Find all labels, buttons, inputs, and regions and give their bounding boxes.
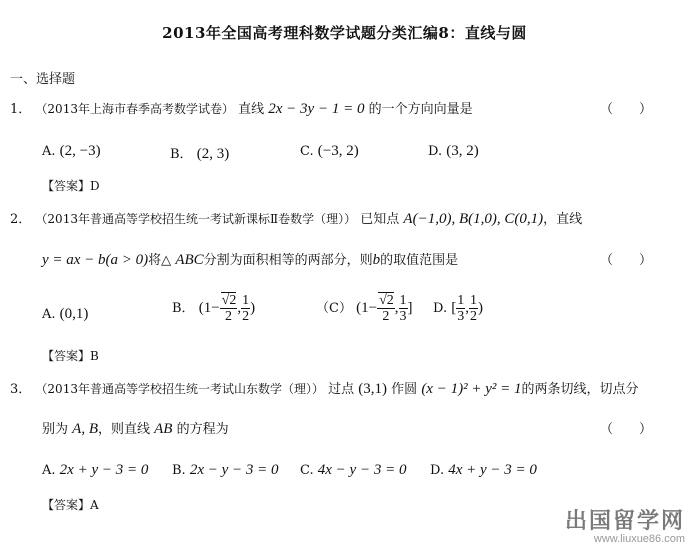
option-value: (1− [198,300,220,316]
fraction-denominator: 2 [242,309,250,324]
math-triangle: ABC [175,252,204,268]
answer-2 [42,347,99,364]
fraction-denominator: 3 [457,309,465,324]
question-source: （2013年普通高等学校招生统一考试新课标Ⅱ卷数学（理）） [35,212,357,226]
answer-3 [42,496,99,513]
answer-1 [42,177,100,194]
option-value: (−3, 2) [317,143,359,159]
option-value: , [394,300,399,316]
option-value: , [237,300,242,316]
option-value: ] [407,300,413,316]
question-text: 别为 [42,422,69,437]
fraction-numerator: 1 [469,293,477,308]
option-label: B. [172,463,186,478]
option-label: D. [433,301,448,316]
fraction-denominator: 3 [399,309,407,324]
math-equation: 2x − 3y − 1 = 0 [268,101,365,117]
answer-value: D [90,179,100,193]
fraction-numerator: 1 [242,293,250,308]
watermark-url: www.liuxue86.com [593,533,685,545]
fraction-denominator: 2 [225,309,233,324]
question-number: 2． [10,212,32,227]
fraction-numerator: 1 [399,293,407,308]
option-c [300,462,406,479]
fraction-denominator: 2 [469,309,477,324]
math-variable: b [372,252,381,268]
question-text: ，直线 [543,212,583,227]
answer-label: 【答案】 [42,179,91,193]
fraction [241,293,250,324]
answer-blank: （ ） [600,422,653,437]
answer-blank: （ ） [600,102,653,117]
option-value: , [465,300,469,316]
question-text: 已知点 [360,212,400,227]
option-value: (1− [356,300,378,316]
question-1-stem [10,98,473,118]
option-label: A. [42,144,56,159]
option-value: [ [451,300,457,316]
option-label: D. [428,144,443,159]
option-value: ) [477,300,483,316]
option-a [42,462,148,479]
option-b [172,293,255,324]
option-c [300,143,359,160]
option-a [42,306,88,323]
fraction-numerator: 1 [457,293,465,308]
question-3-stem-line1 [10,378,639,398]
question-number: 1． [10,102,32,117]
fraction-denominator: 2 [382,309,390,324]
question-number: 3． [10,382,32,397]
question-2-stem-line2 [42,249,458,269]
option-label: D. [430,463,445,478]
option-value: 4x − y − 3 = 0 [317,462,407,478]
option-label: C. [300,463,314,478]
answer-label: 【答案】 [42,498,91,512]
question-text: 将△ [148,253,172,268]
question-text: 过点 [328,382,355,397]
option-label: A. [42,463,56,478]
option-b [172,462,279,479]
question-text: 的一个方向向量是 [368,102,473,117]
option-value: ) [250,300,256,316]
option-c [316,293,413,324]
question-source: （2013年上海市春季高考数学试卷） [35,102,234,116]
fraction-numerator: √2 [221,293,237,308]
option-value: 4x + y − 3 = 0 [448,462,537,478]
page-title: 2013年全国高考理科数学试题分类汇编8：直线与圆 [162,24,527,42]
question-text: 的方程为 [176,422,229,437]
option-d [430,462,537,479]
option-label: （C） [316,301,352,316]
option-value: (2, 3) [196,146,230,162]
fraction [377,293,395,324]
answer-blank: （ ） [600,253,653,268]
answer-value: A [90,498,99,512]
question-2-stem-line1 [10,208,582,228]
question-source: （2013年普通高等学校招生统一考试山东数学（理）） [35,382,324,396]
question-text: 的取值范围是 [380,253,459,268]
site-watermark [555,504,685,545]
option-value: (0,1) [59,306,89,322]
option-label: B． [170,147,193,162]
answer-label: 【答案】 [42,349,91,363]
option-d [428,143,479,160]
option-value: (3, 2) [446,143,479,159]
math-equation: y = ax − b(a > 0) [42,252,149,268]
question-text: ，则直线 [97,422,150,437]
section-heading: 一、选择题 [10,72,76,87]
fraction [456,293,465,324]
question-text: 分割为面积相等的两部分，则 [203,253,373,268]
math-points: A, B [72,421,98,437]
fraction [469,293,478,324]
fraction [399,293,408,324]
math-points: A(−1,0), B(1,0), C(0,1) [403,211,544,227]
question-3-stem-line2 [42,418,229,438]
math-point: (3,1) [358,381,388,397]
question-text: 直线 [238,102,265,117]
fraction [220,293,238,324]
math-circle-equation: (x − 1)² + y² = 1 [421,381,522,397]
answer-value: B [90,349,99,363]
math-line: AB [154,421,173,437]
option-value: 2x + y − 3 = 0 [59,462,149,478]
option-label: A. [42,307,56,322]
option-value: (2, −3) [59,143,101,159]
fraction-numerator: √2 [379,293,394,308]
option-a [42,143,101,160]
option-label: B． [172,301,195,316]
watermark-text: 出国留学网 [564,509,685,534]
option-d [433,293,483,324]
option-label: C. [300,144,314,159]
question-text: 作圆 [391,382,418,397]
question-text: 的两条切线，切点分 [521,382,639,397]
option-b [170,143,229,163]
option-value: 2x − y − 3 = 0 [189,462,279,478]
